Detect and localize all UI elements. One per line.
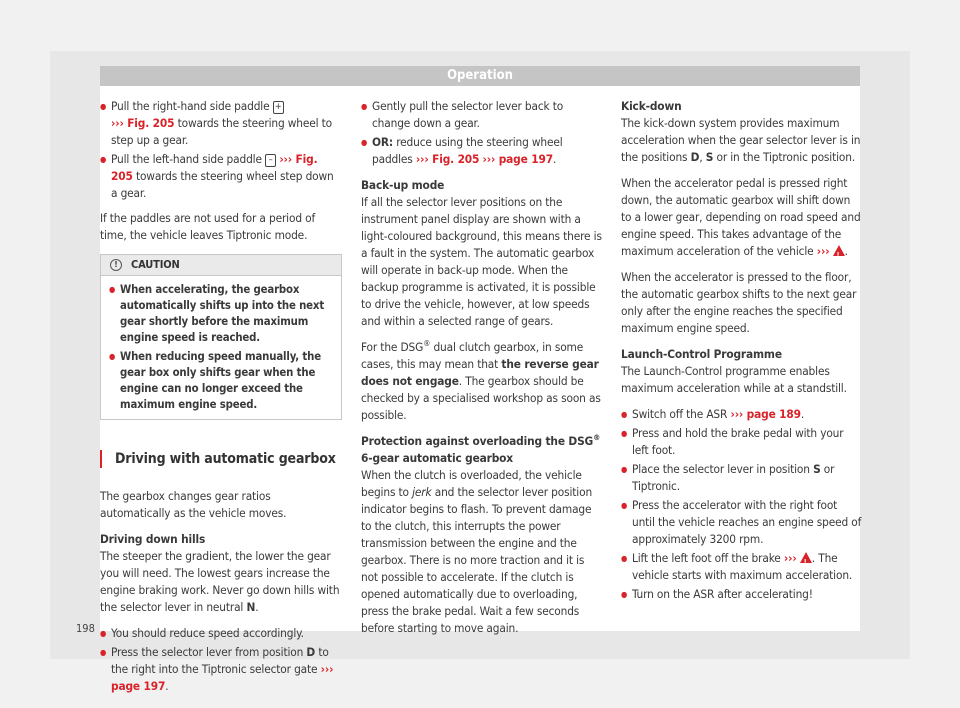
bullet-selector-s: ● Place the selector lever in position S or Tiptronic. [621, 461, 863, 495]
bullet-turn-on-asr: ● Turn on the ASR after accelerating! [621, 586, 863, 603]
bullet-right-paddle: ● Pull the right-hand side paddle + ››› Fig. 205 towards the steering wheel to step up a gear. [100, 98, 342, 149]
page-link[interactable]: ››› page 189 [730, 407, 801, 421]
bullet-switch-off-asr: ● Switch off the ASR ››› page 189. [621, 406, 863, 423]
paragraph: When the accelerator is pressed to the floor, the automatic gearbox shifts to the next gear only after the engine reaches the specified maximum engine speed. [621, 270, 857, 335]
subheading: Launch-Control Programme [621, 347, 782, 361]
caution-header [101, 255, 341, 276]
caution-item: ● When reducing speed manually, the gear box only shifts gear when the engine can no longer exceed the maximum engine speed. [109, 349, 333, 413]
fig-link[interactable]: ››› Fig. 205 [415, 152, 480, 166]
minus-paddle-icon: – [265, 154, 276, 167]
bullet-press-lever: ● Press the selector lever from position D to the right into the Tiptronic selector gate ››› page 197. [100, 644, 342, 695]
bullet-accelerator: ● Press the accelerator with the right foot until the vehicle reaches an engine speed of approximately 3200 rpm. [621, 497, 863, 548]
warning-triangle-icon [800, 552, 812, 563]
caution-title: CAUTION [131, 258, 180, 271]
column-2 [361, 98, 603, 646]
bullet-brake: ● Press and hold the brake pedal with your left foot. [621, 425, 863, 459]
warning-link[interactable]: ››› [816, 244, 830, 258]
warning-link[interactable]: ››› [783, 551, 797, 565]
column-3 [621, 98, 863, 605]
bullet-lift-foot: ● Lift the left foot off the brake ››› ! . The vehicle starts with maximum acceleration. [621, 550, 863, 584]
bullet-reduce-speed: ● You should reduce speed accordingly. [100, 625, 342, 642]
paragraph: When the accelerator pedal is pressed right down, the automatic gearbox will shift down to a lower gear, depending on road speed and engine speed. This takes advantage of the maximum acceleration of the vehicle ››› ! . [621, 175, 863, 260]
paragraph: The Launch-Control programme enables maximum acceleration while at a standstill. [621, 364, 847, 395]
subheading: Kick-down [621, 99, 682, 113]
section-title: Driving with automatic gearbox [100, 450, 342, 468]
fig-link[interactable]: ››› Fig. 205 [111, 152, 318, 183]
page-header: Operation [100, 66, 860, 86]
paragraph: The kick-down system provides maximum acceleration when the gear selector lever is in the positions D, S or in the Tiptronic position. [621, 116, 861, 164]
page-link[interactable]: ››› page 197 [111, 662, 334, 693]
page-number: 198 [76, 622, 95, 635]
paragraph: If all the selector lever positions on the instrument panel display are shown with a light-coloured background, this means there is a fault in the system. The automatic gearbox will operate in back-up mode. When the backup programme is activated, it is possible to drive the vehicle, however, at low speeds and within a selected range of gears. [361, 195, 602, 328]
fig-link[interactable]: ››› Fig. 205 [111, 116, 175, 130]
bullet-left-paddle: ● Pull the left-hand side paddle – ››› Fig. 205 towards the steering wheel step down a gear. [100, 151, 342, 202]
subheading: Protection against overloading the DSG® 6-gear automatic gearbox [361, 433, 601, 465]
page-link[interactable]: ››› page 197 [482, 152, 553, 166]
column-1 [100, 98, 342, 697]
caution-icon: ! [110, 259, 122, 271]
caution-box [100, 254, 342, 420]
caution-item: ● When accelerating, the gearbox automatically shifts up into the next gear shortly before the maximum engine speed is reached. [109, 282, 333, 346]
warning-triangle-icon [833, 245, 845, 256]
bullet-or: ● OR: reduce using the steering wheel paddles ››› Fig. 205 ››› page 197. [361, 134, 603, 168]
paragraph: If the paddles are not used for a period of time, the vehicle leaves Tiptronic mode. [100, 211, 316, 242]
subheading: Driving down hills [100, 532, 206, 546]
content-area [100, 86, 862, 693]
paragraph: The gearbox changes gear ratios automatically as the vehicle moves. [100, 489, 287, 520]
paragraph: For the DSG® dual clutch gearbox, in some cases, this may mean that the reverse gear does not engage. The gearbox should be checked by a specialised workshop as soon as possible. [361, 339, 601, 422]
subheading: Back-up mode [361, 178, 445, 192]
bullet-pull-lever: ● Gently pull the selector lever back to change down a gear. [361, 98, 603, 132]
plus-paddle-icon: + [273, 101, 284, 114]
paragraph: The steeper the gradient, the lower the gear you will need. The lowest gears increase the engine braking work. Never go down hills with the selector lever in neutral N. [100, 549, 340, 614]
caution-body [101, 276, 341, 419]
paragraph: When the clutch is overloaded, the vehicle begins to jerk and the selector lever position indicator begins to flash. To prevent damage to the clutch, this interrupts the power transmission between the engine and the gearbox. There is no more traction and it is not possible to accelerate. If the clutch is opened automatically due to overloading, press the brake pedal. Wait a few seconds before starting to move again. [361, 468, 593, 635]
